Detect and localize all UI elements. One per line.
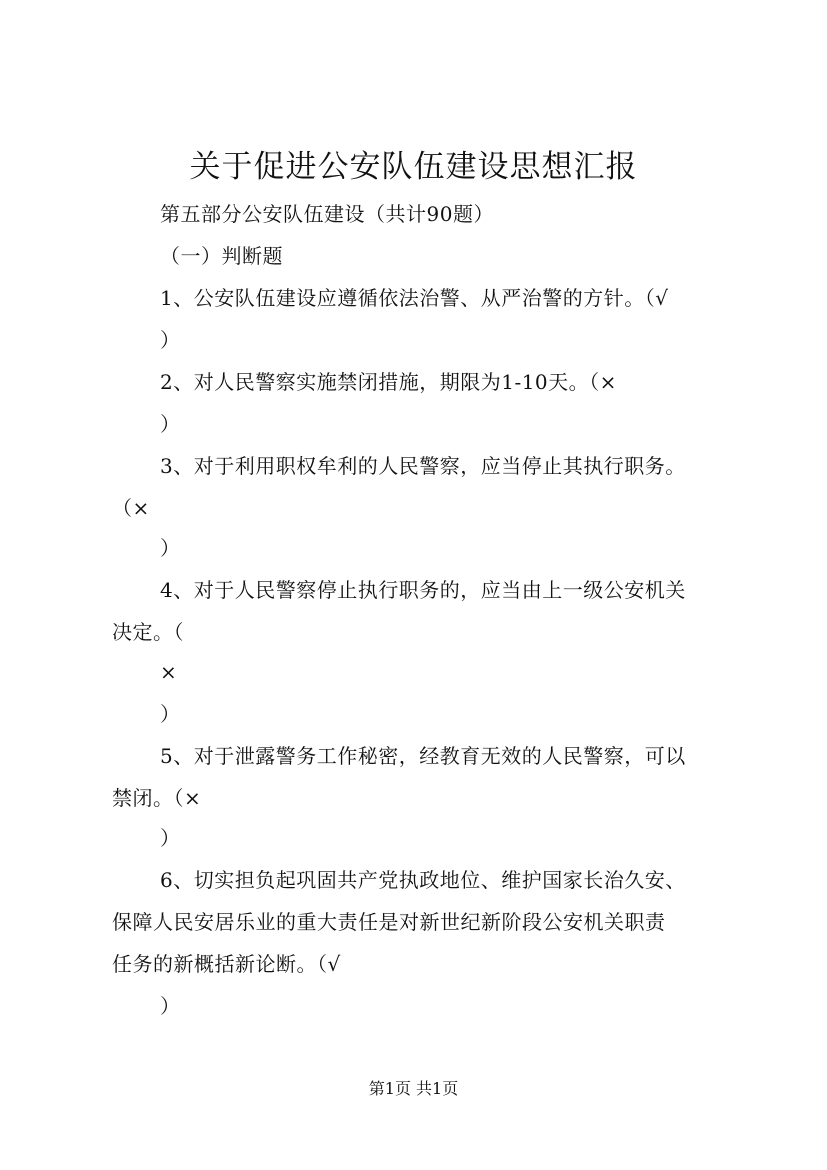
question-6-close: ） [160,994,181,1018]
question-1-text: 1、公安队伍建设应遵循依法治警、从严治警的方针。（√ [160,286,669,310]
question-6-text-cont-1: 保障人民安居乐业的重大责任是对新世纪新阶段公安机关职责 [112,910,666,934]
question-6-text-cont-2: 任务的新概括新论断。（√ [112,952,341,976]
question-5-text-cont: 禁闭。（× [112,786,202,810]
page-footer: 第1页 共1页 [368,1079,459,1098]
question-3-close: ） [160,536,181,560]
question-2-text: 2、对人民警察实施禁闭措施，期限为1-10天。（× [160,370,617,394]
question-3-answer: （× [112,496,150,520]
question-3-text: 3、对于利用职权牟利的人民警察，应当停止其执行职务。 [160,454,686,478]
subsection-heading: （一）判断题 [160,244,283,268]
question-1-close: ） [160,328,181,352]
question-6-text: 6、切实担负起巩固共产党执政地位、维护国家长治久安、 [160,868,686,892]
document-title: 关于促进公安队伍建设思想汇报 [189,149,638,185]
question-4-text-cont: 决定。（ [112,620,184,644]
question-2-close: ） [160,412,181,436]
question-4-answer: × [160,660,178,684]
section-heading: 第五部分公安队伍建设（共计90题） [160,202,494,226]
question-4-text: 4、对于人民警察停止执行职务的，应当由上一级公安机关 [160,578,686,602]
question-5-close: ） [160,826,181,850]
question-4-close: ） [160,702,181,726]
question-5-text: 5、对于泄露警务工作秘密，经教育无效的人民警察，可以 [160,744,686,768]
